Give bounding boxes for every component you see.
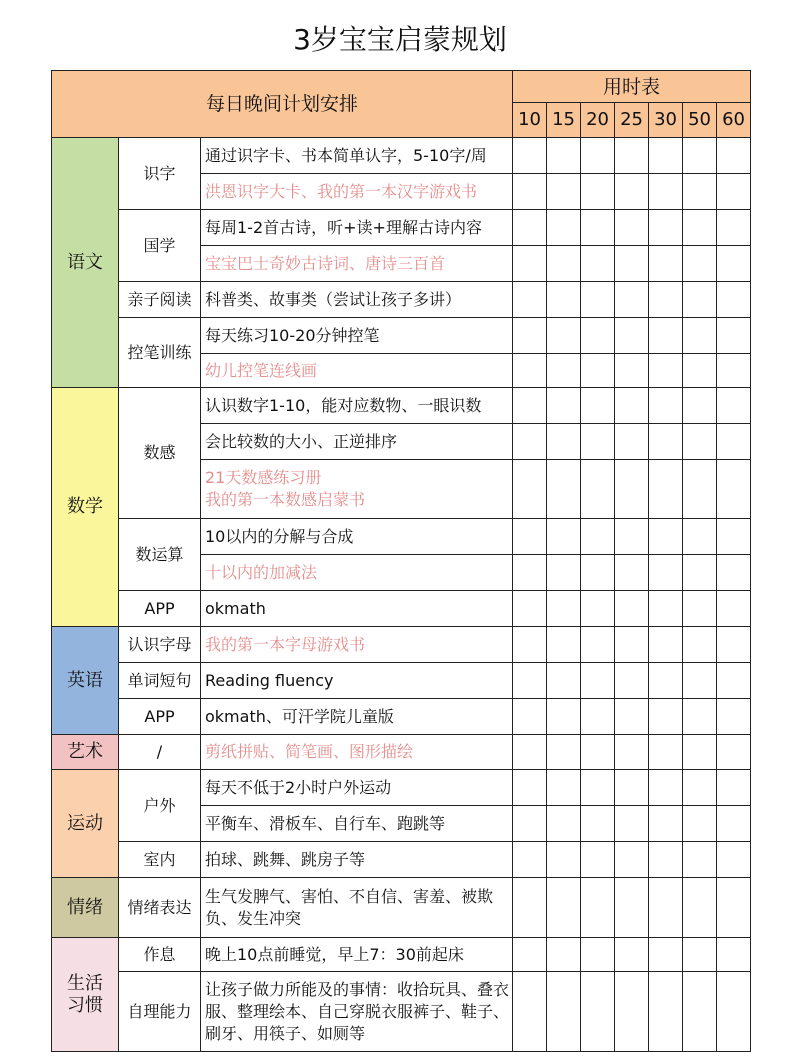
time-cell[interactable] bbox=[547, 555, 581, 591]
time-cell[interactable] bbox=[581, 663, 615, 699]
time-cell[interactable] bbox=[513, 354, 547, 388]
time-cell[interactable] bbox=[581, 210, 615, 246]
time-cell[interactable] bbox=[615, 842, 649, 878]
plan-item: 10以内的分解与合成 bbox=[201, 519, 513, 555]
time-cell[interactable] bbox=[649, 806, 683, 842]
page-title: 3岁宝宝启蒙规划 bbox=[293, 23, 507, 56]
time-cell[interactable] bbox=[547, 354, 581, 388]
time-cell[interactable] bbox=[615, 591, 649, 627]
category-chinese: 语文 bbox=[52, 138, 119, 388]
time-cell[interactable] bbox=[615, 663, 649, 699]
time-cell[interactable] bbox=[581, 878, 615, 938]
sub-qinzi: 亲子阅读 bbox=[119, 282, 201, 318]
time-cell[interactable] bbox=[717, 354, 751, 388]
minute-header: 20 bbox=[581, 103, 615, 138]
time-cell[interactable] bbox=[581, 806, 615, 842]
time-cell[interactable] bbox=[581, 627, 615, 663]
time-cell[interactable] bbox=[615, 770, 649, 806]
time-cell[interactable] bbox=[683, 735, 717, 770]
plan-item: 每天练习10-20分钟控笔 bbox=[201, 318, 513, 354]
category-art: 艺术 bbox=[52, 735, 119, 770]
time-cell[interactable] bbox=[513, 972, 547, 1052]
time-cell[interactable] bbox=[513, 938, 547, 972]
plan-item: 会比较数的大小、正逆排序 bbox=[201, 424, 513, 460]
time-cell[interactable] bbox=[547, 210, 581, 246]
time-cell[interactable] bbox=[513, 282, 547, 318]
time-cell[interactable] bbox=[615, 555, 649, 591]
minute-header: 15 bbox=[547, 103, 581, 138]
time-cell[interactable] bbox=[649, 246, 683, 282]
time-cell[interactable] bbox=[649, 842, 683, 878]
time-cell[interactable] bbox=[547, 699, 581, 735]
time-cell[interactable] bbox=[649, 460, 683, 519]
time-cell[interactable] bbox=[547, 842, 581, 878]
time-cell[interactable] bbox=[683, 519, 717, 555]
time-cell[interactable] bbox=[717, 699, 751, 735]
time-cell[interactable] bbox=[547, 424, 581, 460]
plan-item: 每天不低于2小时户外运动 bbox=[201, 770, 513, 806]
time-cell[interactable] bbox=[717, 806, 751, 842]
time-cell[interactable] bbox=[649, 354, 683, 388]
time-cell[interactable] bbox=[649, 938, 683, 972]
time-cell[interactable] bbox=[581, 424, 615, 460]
time-cell[interactable] bbox=[547, 627, 581, 663]
time-cell[interactable] bbox=[683, 770, 717, 806]
plan-item: 晚上10点前睡觉，早上7：30前起床 bbox=[201, 938, 513, 972]
time-cell[interactable] bbox=[717, 770, 751, 806]
time-cell[interactable] bbox=[547, 318, 581, 354]
time-cell[interactable] bbox=[581, 972, 615, 1052]
time-cell[interactable] bbox=[683, 460, 717, 519]
time-cell[interactable] bbox=[717, 555, 751, 591]
time-cell[interactable] bbox=[547, 878, 581, 938]
time-cell[interactable] bbox=[547, 591, 581, 627]
recommended-item: 宝宝巴士奇妙古诗词、唐诗三百首 bbox=[201, 246, 513, 282]
recommended-item: 幼儿控笔连线画 bbox=[201, 354, 513, 388]
time-cell[interactable] bbox=[547, 806, 581, 842]
time-cell[interactable] bbox=[513, 318, 547, 354]
sub-zili: 自理能力 bbox=[119, 972, 201, 1052]
time-cell[interactable] bbox=[683, 806, 717, 842]
time-cell[interactable] bbox=[683, 318, 717, 354]
time-cell[interactable] bbox=[547, 519, 581, 555]
time-cell[interactable] bbox=[649, 210, 683, 246]
time-cell[interactable] bbox=[717, 842, 751, 878]
time-cell[interactable] bbox=[581, 938, 615, 972]
time-cell[interactable] bbox=[615, 699, 649, 735]
time-cell[interactable] bbox=[513, 699, 547, 735]
time-cell[interactable] bbox=[649, 699, 683, 735]
time-cell[interactable] bbox=[581, 519, 615, 555]
minute-header: 60 bbox=[717, 103, 751, 138]
time-cell[interactable] bbox=[717, 663, 751, 699]
time-cell[interactable] bbox=[683, 842, 717, 878]
time-cell[interactable] bbox=[649, 424, 683, 460]
time-cell[interactable] bbox=[513, 591, 547, 627]
time-cell[interactable] bbox=[649, 878, 683, 938]
time-cell[interactable] bbox=[683, 591, 717, 627]
plan-item: 拍球、跳舞、跳房子等 bbox=[201, 842, 513, 878]
time-cell[interactable] bbox=[717, 282, 751, 318]
minute-header: 25 bbox=[615, 103, 649, 138]
time-cell[interactable] bbox=[717, 938, 751, 972]
time-cell[interactable] bbox=[683, 627, 717, 663]
time-cell[interactable] bbox=[649, 972, 683, 1052]
time-cell[interactable] bbox=[581, 138, 615, 174]
time-cell[interactable] bbox=[513, 460, 547, 519]
time-cell[interactable] bbox=[717, 424, 751, 460]
time-cell[interactable] bbox=[717, 627, 751, 663]
plan-item: 通过识字卡、书本简单认字，5-10字/周 bbox=[201, 138, 513, 174]
time-cell[interactable] bbox=[615, 282, 649, 318]
time-cell[interactable] bbox=[683, 663, 717, 699]
time-cell[interactable] bbox=[513, 878, 547, 938]
sub-danci: 单词短句 bbox=[119, 663, 201, 699]
time-cell[interactable] bbox=[513, 663, 547, 699]
time-cell[interactable] bbox=[649, 627, 683, 663]
time-cell[interactable] bbox=[513, 627, 547, 663]
time-cell[interactable] bbox=[581, 246, 615, 282]
category-sport: 运动 bbox=[52, 770, 119, 878]
plan-item: 科普类、故事类（尝试让孩子多讲） bbox=[201, 282, 513, 318]
time-cell[interactable] bbox=[717, 878, 751, 938]
recommended-item bbox=[201, 460, 513, 519]
plan-item: okmath、可汗学院儿童版 bbox=[201, 699, 513, 735]
time-cell[interactable] bbox=[717, 210, 751, 246]
sub-shuyunsuan: 数运算 bbox=[119, 519, 201, 591]
time-cell[interactable] bbox=[683, 246, 717, 282]
time-cell[interactable] bbox=[513, 174, 547, 210]
time-cell[interactable] bbox=[717, 138, 751, 174]
recommended-book: 21天数感练习册 bbox=[205, 468, 322, 487]
time-cell[interactable] bbox=[649, 663, 683, 699]
sub-art: / bbox=[119, 735, 201, 770]
time-cell[interactable] bbox=[717, 318, 751, 354]
minute-header: 50 bbox=[683, 103, 717, 138]
time-cell[interactable] bbox=[649, 282, 683, 318]
time-cell[interactable] bbox=[683, 282, 717, 318]
time-cell[interactable] bbox=[547, 770, 581, 806]
time-cell[interactable] bbox=[513, 424, 547, 460]
time-cell[interactable] bbox=[717, 460, 751, 519]
sub-app-english: APP bbox=[119, 699, 201, 735]
time-cell[interactable] bbox=[615, 938, 649, 972]
time-cell[interactable] bbox=[649, 591, 683, 627]
time-cell[interactable] bbox=[615, 519, 649, 555]
sub-shugan: 数感 bbox=[119, 388, 201, 519]
time-cell[interactable] bbox=[581, 591, 615, 627]
time-cell[interactable] bbox=[581, 282, 615, 318]
plan-item: 认识数字1-10，能对应数物、一眼识数 bbox=[201, 388, 513, 424]
time-cell[interactable] bbox=[513, 806, 547, 842]
time-cell[interactable] bbox=[513, 519, 547, 555]
sub-shinei: 室内 bbox=[119, 842, 201, 878]
time-cell[interactable] bbox=[649, 174, 683, 210]
time-cell[interactable] bbox=[615, 460, 649, 519]
time-cell[interactable] bbox=[649, 735, 683, 770]
time-cell[interactable] bbox=[615, 424, 649, 460]
time-cell[interactable] bbox=[649, 770, 683, 806]
time-cell[interactable] bbox=[615, 972, 649, 1052]
time-cell[interactable] bbox=[615, 318, 649, 354]
recommended-item: 洪恩识字大卡、我的第一本汉字游戏书 bbox=[201, 174, 513, 210]
time-cell[interactable] bbox=[615, 210, 649, 246]
time-cell[interactable] bbox=[547, 972, 581, 1052]
time-cell[interactable] bbox=[683, 174, 717, 210]
time-cell[interactable] bbox=[683, 388, 717, 424]
time-cell[interactable] bbox=[581, 555, 615, 591]
time-cell[interactable] bbox=[581, 174, 615, 210]
time-cell[interactable] bbox=[717, 735, 751, 770]
time-cell[interactable] bbox=[547, 460, 581, 519]
plan-item: okmath bbox=[201, 591, 513, 627]
time-cell[interactable] bbox=[615, 174, 649, 210]
time-cell[interactable] bbox=[717, 591, 751, 627]
time-cell[interactable] bbox=[683, 972, 717, 1052]
time-cell[interactable] bbox=[615, 246, 649, 282]
time-cell[interactable] bbox=[547, 663, 581, 699]
time-cell[interactable] bbox=[649, 318, 683, 354]
time-cell[interactable] bbox=[513, 842, 547, 878]
sub-kongbi: 控笔训练 bbox=[119, 318, 201, 388]
time-cell[interactable] bbox=[513, 770, 547, 806]
recommended-item: 剪纸拼贴、简笔画、图形描绘 bbox=[201, 735, 513, 770]
time-cell[interactable] bbox=[615, 735, 649, 770]
recommended-book: 我的第一本数感启蒙书 bbox=[205, 490, 366, 509]
time-cell[interactable] bbox=[547, 388, 581, 424]
time-cell[interactable] bbox=[615, 354, 649, 388]
time-cell[interactable] bbox=[683, 424, 717, 460]
recommended-item: 我的第一本字母游戏书 bbox=[201, 627, 513, 663]
time-cell[interactable] bbox=[513, 246, 547, 282]
time-cell[interactable] bbox=[581, 354, 615, 388]
time-table-header: 用时表 bbox=[513, 71, 751, 103]
time-cell[interactable] bbox=[683, 354, 717, 388]
plan-item: 生气发脾气、害怕、不自信、害羞、被欺负、发生冲突 bbox=[201, 878, 513, 938]
time-cell[interactable] bbox=[615, 627, 649, 663]
time-cell[interactable] bbox=[615, 806, 649, 842]
time-cell[interactable] bbox=[683, 938, 717, 972]
time-cell[interactable] bbox=[683, 138, 717, 174]
time-cell[interactable] bbox=[683, 699, 717, 735]
time-cell[interactable] bbox=[513, 210, 547, 246]
time-cell[interactable] bbox=[683, 555, 717, 591]
sub-zimu: 认识字母 bbox=[119, 627, 201, 663]
time-cell[interactable] bbox=[649, 519, 683, 555]
category-math: 数学 bbox=[52, 388, 119, 627]
plan-item: Reading fluency bbox=[201, 663, 513, 699]
sub-zuoxi: 作息 bbox=[119, 938, 201, 972]
time-cell[interactable] bbox=[581, 318, 615, 354]
time-cell[interactable] bbox=[581, 770, 615, 806]
time-cell[interactable] bbox=[683, 210, 717, 246]
time-cell[interactable] bbox=[717, 174, 751, 210]
time-cell[interactable] bbox=[581, 699, 615, 735]
category-english: 英语 bbox=[52, 627, 119, 735]
time-cell[interactable] bbox=[717, 972, 751, 1052]
sub-guoxue: 国学 bbox=[119, 210, 201, 282]
time-cell[interactable] bbox=[717, 519, 751, 555]
time-cell[interactable] bbox=[649, 138, 683, 174]
sub-app-math: APP bbox=[119, 591, 201, 627]
time-cell[interactable] bbox=[649, 388, 683, 424]
time-cell[interactable] bbox=[683, 878, 717, 938]
time-cell[interactable] bbox=[615, 388, 649, 424]
time-cell[interactable] bbox=[547, 246, 581, 282]
category-habit: 生活 习惯 bbox=[52, 938, 119, 1052]
plan-table bbox=[51, 70, 751, 1052]
time-cell[interactable] bbox=[547, 735, 581, 770]
category-emotion: 情绪 bbox=[52, 878, 119, 938]
time-cell[interactable] bbox=[581, 735, 615, 770]
time-cell[interactable] bbox=[615, 138, 649, 174]
time-cell[interactable] bbox=[547, 282, 581, 318]
time-cell[interactable] bbox=[513, 138, 547, 174]
time-cell[interactable] bbox=[513, 555, 547, 591]
sub-shizi: 识字 bbox=[119, 138, 201, 210]
recommended-item: 十以内的加减法 bbox=[201, 555, 513, 591]
time-cell[interactable] bbox=[581, 460, 615, 519]
time-cell[interactable] bbox=[581, 388, 615, 424]
sub-huwai: 户外 bbox=[119, 770, 201, 842]
plan-item: 每周1-2首古诗，听+读+理解古诗内容 bbox=[201, 210, 513, 246]
time-cell[interactable] bbox=[547, 938, 581, 972]
minute-header: 10 bbox=[513, 103, 547, 138]
time-cell[interactable] bbox=[649, 555, 683, 591]
time-cell[interactable] bbox=[513, 735, 547, 770]
time-cell[interactable] bbox=[547, 174, 581, 210]
time-cell[interactable] bbox=[717, 388, 751, 424]
time-cell[interactable] bbox=[547, 138, 581, 174]
plan-item: 平衡车、滑板车、自行车、跑跳等 bbox=[201, 806, 513, 842]
time-cell[interactable] bbox=[615, 878, 649, 938]
time-cell[interactable] bbox=[513, 388, 547, 424]
minute-header: 30 bbox=[649, 103, 683, 138]
plan-item: 让孩子做力所能及的事情：收拾玩具、叠衣服、整理绘本、自己穿脱衣服裤子、鞋子、刷牙、用筷子、如厕等 bbox=[201, 972, 513, 1052]
time-cell[interactable] bbox=[717, 246, 751, 282]
sub-qingxu: 情绪表达 bbox=[119, 878, 201, 938]
plan-header: 每日晚间计划安排 bbox=[52, 71, 513, 138]
time-cell[interactable] bbox=[581, 842, 615, 878]
